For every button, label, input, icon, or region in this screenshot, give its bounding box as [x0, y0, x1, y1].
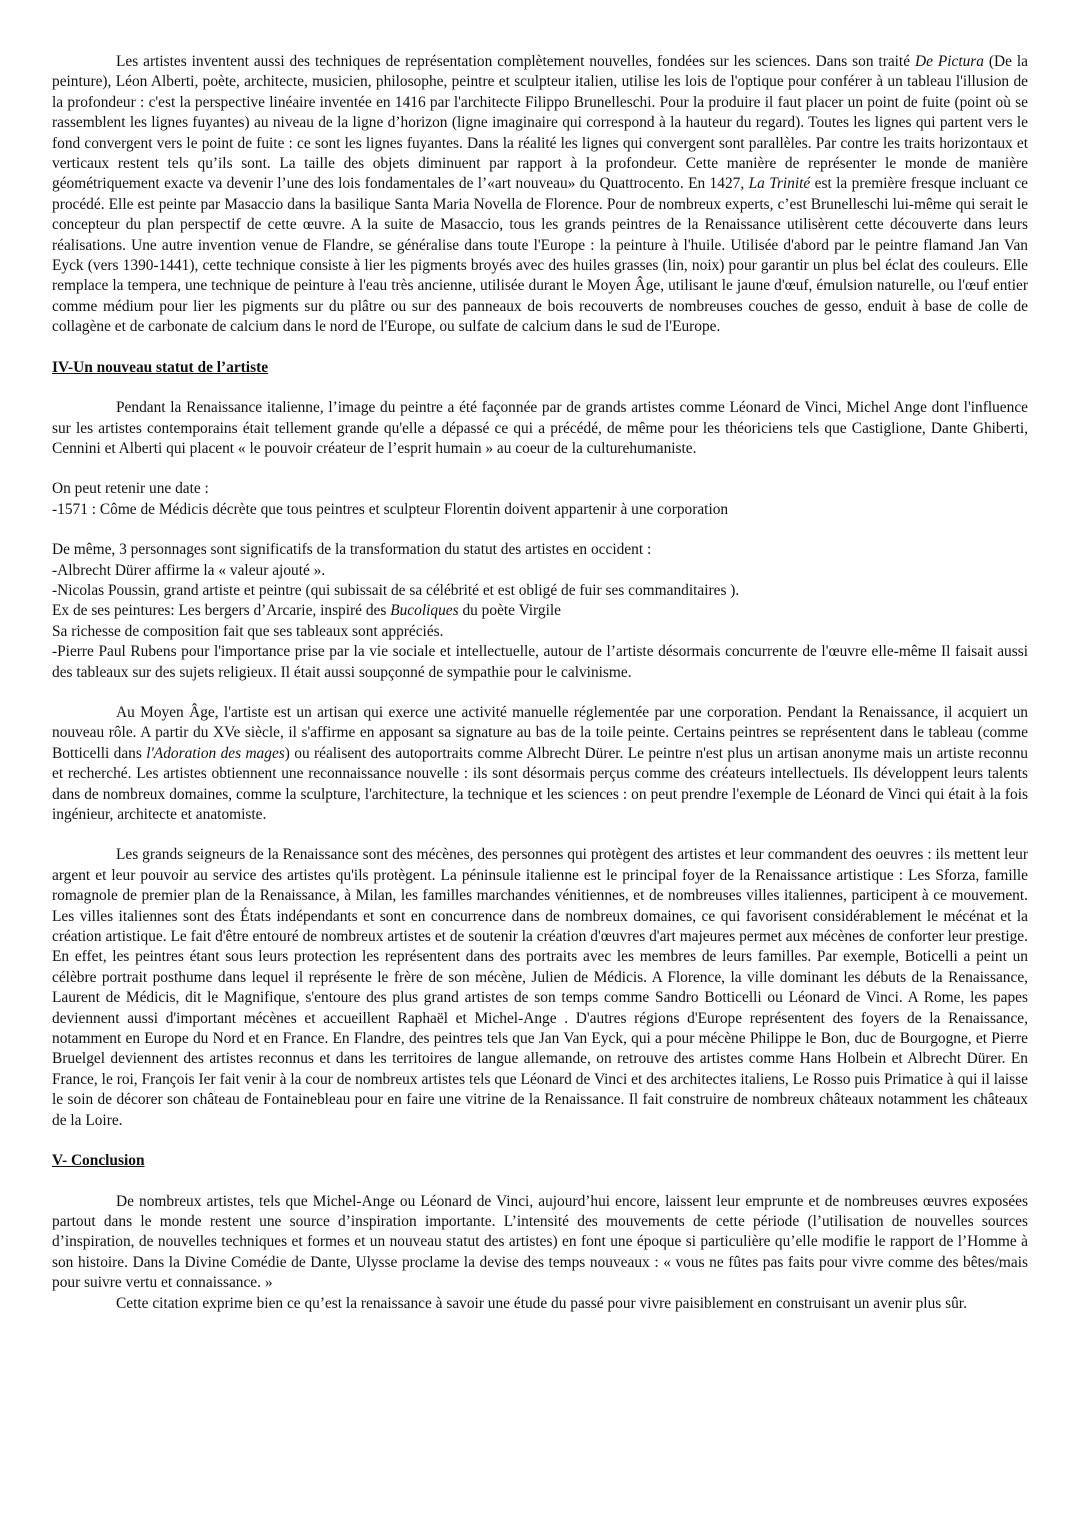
paragraph-image-peintre: Pendant la Renaissance italienne, l’image du peintre a été façonnée par de grands artistes comme Léonard de Vinci, Michel Ange dont l'influence sur les artistes contemporains était tellement grande qu'elle a dépassé ce qui a précédé, de même pour les théoriciens tels que Castiglione, Dante Ghiberti, Cennini et Alberti qui placent « le pouvoir créateur de l’esprit humain » au coeur de la culturehumaniste.: [52, 399, 1028, 457]
date-intro: On peut retenir une date :: [52, 480, 209, 498]
paragraph-moyen-age: [52, 703, 1028, 825]
poussin-richesse: Sa richesse de composition fait que ses tableaux sont appréciés.: [52, 622, 444, 640]
paragraph-mecenes: Les grands seigneurs de la Renaissance sont des mécènes, des personnes qui protègent des artistes et leur commandent des oeuvres : ils mettent leur argent et leur pouvoir au service des artistes qu'ils protègent. La péninsule italienne est le principal foyer de la Renaissance artistique : Les Sforza, famille romagnole de premier plan de la Renaissance, à Milan, les familles marchandes vénitiennes, et de nombreuses villes italiennes, participent à ce mouvement. Les villes italiennes sont des États indépendants et sont en concurrence dans de nombreux domaines, ce qui favorisent considérablement le mécénat et la création artistique. Le fait d'être entouré de nombreux artistes et de soutenir la création d'œuvres d'art majeures permet aux mécènes de conforter leur prestige. En effet, les peintres étant sous leurs protection les représentent dans des portraits avec les membres de leurs familles. Par exemple, Boticelli a peint un célèbre portrait posthume dans lequel il représente le frère de son mécène, Julien de Médicis. A Florence, la ville dominant les débuts de la Renaissance, Laurent de Médicis, dit le Magnifique, s'entoure des plus grand artistes de son temps comme Sandro Botticelli ou Léonard de Vinci. A Rome, les papes deviennent aussi d'important mécènes et accueillent Raphaël et Michel-Ange . D'autres régions d'Europe représentent des foyers de la Renaissance, notamment en Europe du Nord et en France. En Flandre, des peintres tels que Jan Van Eyck, qui a pour mécène Philippe le Bon, duc de Bourgogne, et Pierre Bruelgel deviennent des artistes reconnus et dans les territoires de langue allemande, on retrouve des artistes comme Hans Holbein et Albrecht Dürer. En France, le roi, François Ier fait venir à la cour de nombreux artistes tels que Léonard de Vinci et des architectes italiens, Le Rosso puis Primatice à qui il laisse le soin de décorer son château de Fontainebleau pour en faire une vitrine de la Renaissance. Il fait construire de nombreux châteaux notamment les châteaux de la Loire.: [52, 846, 1028, 1129]
paragraph-citation: Cette citation exprime bien ce qu’est la renaissance à savoir une étude du passé pour vivre paisiblement en construisant un avenir plus sûr.: [116, 1294, 967, 1312]
italic-title: La Trinité: [748, 175, 811, 193]
persons-intro: De même, 3 personnages sont significatifs de la transformation du statut des artistes en occident :: [52, 541, 652, 559]
text-run: (De la peinture), Léon Alberti, poète, architecte, musicien, philosophe, peintre et sculpteur italien, utilise les lois de l'optique pour conférer à un tableau l'illusion de la profondeur : c'est la perspective linéaire inventée en 1416 par l'architecte Filippo Brunelleschi. Pour la produire il faut placer un point de fuite (point où se rassemblent les lignes fuyantes) au niveau de la ligne d’horizon (ligne imaginaire qui correspond à la hauteur du regard). Toutes les lignes qui partent vers le fond convergent vers le point de fuite : ce sont les lignes fuyantes. Dans la réalité les lignes qui convergent sont parallèles. Par contre les traits horizontaux et verticaux restent tels qu’ils sont. La taille des objets diminuent par rapport à la profondeur. Cette manière de représenter le monde de manière géométriquement exacte va devenir l’une des lois fondamentales de l’«art nouveau» du Quattrocento. En 1427,: [52, 53, 1029, 193]
paragraph-techniques: [52, 52, 1028, 338]
section-heading-conclusion: V- Conclusion: [52, 1152, 145, 1170]
text-run: est la première fresque incluant ce procédé. Elle est peinte par Masaccio dans la basilique Santa Maria Novella de Florence. Pour de nombreux experts, c’est Brunelleschi lui-même qui serait le concepteur du plan perspectif de cette œuvre. A la suite de Masaccio, tous les grands peintres de la Renaissance utilisèrent cette découverte dans leurs réalisations. Une autre invention venue de Flandre, se généralise dans toute l'Europe : la peinture à l'huile. Utilisée d'abord par le peintre flamand Jan Van Eyck (vers 1390-1441), cette technique consiste à lier les pigments broyés avec des huiles grasses (lin, noix) pour garantir un plus bel éclat des couleurs. Elle remplace la tempera, une technique de peinture à l'eau très ancienne, utilisée durant le Moyen Âge, utilisant le jaune d'œuf, émulsion naturelle, ou l'œuf entier comme médium pour lier les pigments sur du plâtre ou sur des panneaux de bois recouverts de nombreuses couches de gesso, enduit à base de colle de collagène et de carbonate de calcium dans le nord de l'Europe, ou sulfate de calcium dans le sud de l'Europe.: [52, 175, 1028, 336]
list-item-poussin: -Nicolas Poussin, grand artiste et peintre (qui subissait de sa célébrité et est obligé de fuir ses commanditaires ).: [52, 581, 740, 599]
poussin-example: [52, 601, 1028, 621]
text-run: Les artistes inventent aussi des techniques de représentation complètement nouvelles, fondées sur les sciences. Dans son traité: [116, 53, 915, 70]
italic-title: Bucoliques: [390, 602, 459, 620]
list-item-rubens: -Pierre Paul Rubens pour l'importance prise par la vie sociale et intellectuelle, autour de l’artiste désormais concurrente de l'œuvre elle-même Il faisait aussi des tableaux sur des sujets religieux. Il était aussi soupçonné de sympathie pour le calvinisme.: [52, 643, 1028, 681]
section-heading-statut: IV-Un nouveau statut de l’artiste: [52, 358, 269, 376]
date-item: -1571 : Côme de Médicis décrète que tous peintres et sculpteur Florentin doivent appartenir à une corporation: [52, 500, 729, 518]
text-run: ) ou réalisent des autoportraits comme Albrecht Dürer. Le peintre n'est plus un artisan anonyme mais un artiste reconnu et recherché. Les artistes obtiennent une reconnaissance nouvelle : ils sont désormais perçus comme des créateurs intellectuels. Ils développent leurs talents dans de nombreux domaines, comme la sculpture, l'architecture, la technique et les sciences : on peut prendre l'exemple de Léonard de Vinci qui était à la fois ingénieur, architecte et anatomiste.: [52, 744, 1028, 823]
list-item-durer: -Albrecht Dürer affirme la « valeur ajouté ».: [52, 561, 326, 579]
paragraph-conclusion: De nombreux artistes, tels que Michel-Ange ou Léonard de Vinci, aujourd’hui encore, laissent leur emprunte et de nombreuses œuvres exposées partout dans le monde restent une source d’inspiration importante. L’intensité des mouvements de cette période (l’utilisation de nouvelles sources d’inspiration, de nouvelles techniques et formes et un nouveau statut des artistes) en font une époque si particulière qu’elle modifie le rapport de l’Homme à son histoire. Dans la Divine Comédie de Dante, Ulysse proclame la devise des temps nouveaux : « vous ne fûtes pas faits pour vivre comme des bêtes/mais pour suivre vertu et connaissance. »: [52, 1192, 1028, 1292]
italic-title: De Pictura: [914, 53, 984, 70]
text-run: du poète Virgile: [458, 602, 561, 620]
italic-title: l'Adoration des mages: [146, 744, 285, 762]
text-run: Ex de ses peintures: Les bergers d’Arcarie, inspiré des: [52, 602, 391, 620]
text-run: Au Moyen Âge, l'artiste est un artisan qui exerce une activité manuelle réglementée par une corporation. Pendant la Renaissance, il acquiert un nouveau rôle. A partir du XVe siècle, il s'affirme en apposant sa signature au bas de la toile peinte. Certains peintres se représentent dans le tableau (comme Botticelli dans: [52, 703, 1028, 762]
